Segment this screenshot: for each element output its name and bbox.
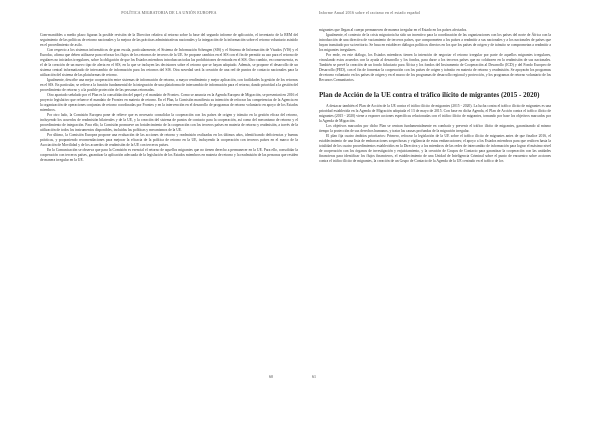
paragraph: Otro apartado señalado por el Plan es la consolidación del papel y el mandato de Frontex. Como se anuncia en la Agenda Europea de Migración, se presentará en 2016 el proyecto legislativo que refuerce el mandato de Frontex en materia de retorno. En el Plan, la Comisión manifiesta su intención de reforzar las competencias de la Agencia en la organización de operaciones conjuntas de retorno coordinadas por Frontex y en la intervención en el desarrollo de programas de retorno voluntario en apoyo de los Estados miembros. bbox=[40, 93, 298, 112]
paragraph: En la Comunicación se observa que para la Comisión es esencial el retorno de aquellos migrantes que no tienen derecho a permanecer en la UE. Para ello, consolidar la cooperación con terceros países, garantizar la aplicación adecuada de la legislación de los Estados miembros en materia de retorno y la readmisión de las personas que residen de manera irregular en la UE. bbox=[40, 148, 298, 162]
right-page-body bbox=[319, 28, 551, 164]
page-number-right: 61 bbox=[312, 374, 316, 379]
running-head-right: Informe Anual 2016 sobre el racismo en el estado español bbox=[319, 10, 421, 15]
paragraph: Por ende, en este diálogo, los Estados miembros tienen la intención de negociar el retorno irregular por parte de aquellos migrantes irregulares, vinculando estos acuerdos con la ayuda al desarrollo y los fondos, para darse a los terceros países que no colaboren en la readmisión de sus nacionales. También se prevé la creación de un fondo fiduciario para África y los fondos del Instrumento de Cooperación al Desarrollo (ICD) y del Fondo Europeo de Desarrollo (FED), con el fin de fomentar la cooperación con los países de origen y tránsito en materia de retorno y readmisión. Se apoyarán los programas de retorno voluntario en los países de origen y en el marco de los programas de desarrollo regional y protección, y los programas de retorno voluntario de los Recursos Comunitarios. bbox=[319, 53, 551, 82]
paragraph: Com-mantibles a medio plazo figuran la posible revisión de la Directiva relativa al retorno sobre la base del segundo informe de aplicación, el inventario de la REM del seguimiento de las políticas de retorno nacionales y la mejora de las prácticas administrativas nacionales y la integración de la información sobre el retorno voluntario asistido en el procedimiento de asilo. bbox=[40, 33, 298, 47]
paragraph: A destacar también el Plan de Acción de la UE contra el tráfico ilícito de migrantes (2015 - 2020). La lucha contra el tráfico ilícito de migrantes es una prioridad establecida en la Agenda de Migración adoptada el 13 de mayo de 2015. Con base en dicha Agenda, el Plan de Acción contra el tráfico ilícito de migrantes (2015 - 2020) viene a exponer acciones específicas relacionadas con el tráfico ilícito de migrantes, tomando por base los objetivos marcados por la Agenda de Migración. bbox=[319, 104, 551, 123]
paragraph: migrantes que llegan al cuerpo permanecen de manera irregular en el Estado en los países afectados. bbox=[319, 28, 468, 32]
paragraph: Por otro lado, la Comisión Europea pone de relieve que es necesario consolidar la cooperación con los países de origen y tránsito en la gestión eficaz del retorno, incluyendo los acuerdos de readmisión bilaterales y de la UE, y la creación del sistema de puntos de contacto para la cooperación, así como del mecanismo de retorno y el procedimiento de integración. Para ello, la Comisión promueve un fortalecimiento de la cooperación con los terceros países en materia de retorno y readmisión, a través de la utilización de todos los instrumentos disponibles, incluidas las políticas y mecanismos de la UE. bbox=[40, 113, 298, 132]
left-page-body bbox=[40, 33, 298, 163]
paragraph: Igualmente, el contexto de la crisis migratoria ha sido un incentivo para la coordinación de las organizaciones con los países del norte de África con la introducción de una directiva de vaciamiento de terceros países, que comprometen a los países a readmitir a sus nacionales y a los nacionales de países que hayan transitado por su territorio. Se basa en establecer diálogos políticos directos en los que los países de origen y de tránsito se comprometan a readmitir a los migrantes irregulares. bbox=[319, 33, 551, 52]
left-page bbox=[40, 0, 298, 424]
right-page bbox=[307, 0, 561, 424]
running-head-left: POLÍTICA MIGRATORIA DE LA UNIÓN EUROPEA bbox=[121, 10, 217, 15]
section-title: Plan de Acción de la UE contra el tráfico ilícito de migrantes (2015 - 2020) bbox=[319, 91, 540, 99]
page-number-left: 60 bbox=[269, 374, 273, 379]
paragraph: Con respecto a los sistemas informáticos de gran escala, particularmente, el Sistema de Información Schengen (SIS) y el Sistema de Información de Visados (VIS) y el Eurodac, afirma que deben utilizarse para reforzar los flujos de los retornos de terceros de la UE. Se propone cambios en el SIS con el fin de permitir su uso para el retorno de regulares no iniciados irregulares, sobre la obligación de que los Estados miembros introduzcan todas las prohibiciones de entrada en el SIS. Otro cambio, en consecuencia, es el de la creación de un nuevo tipo de alerta en el SIS, en la que se incluyen las decisiones sobre el retorno que se hayan adoptado. Además, se propone el desarrollo de un sistema central informatizado de intercambio de información para los retornos del SIS. Otra novedad será la creación de una red de puntos de contacto nacionales para la utilización del sistema de las plataformas de retorno. bbox=[40, 48, 298, 77]
paragraph: Los objetivos marcados por dicho Plan se centran fundamentalmente en combatir y prevenir el tráfico ilícito de migrantes, garantizando al mismo tiempo la protección de sus derechos humanos, y tratar las causas profundas de la migración irregular. bbox=[319, 124, 551, 133]
paragraph: El plan fija cuatro ámbitos prioritarios: Primero, reforzar la legislación de la UE sobre el tráfico ilícito de migrantes antes de que finalice 2016, el establecimiento de una lista de embarcaciones sospechosas y vigilancia de estas embarcaciones; el apoyo a los Estados miembros para que realicen hasta la totalidad de los cuatro procedimientos establecidos en la Directiva y a los miembros de las redes de intercambio de información para lograr el máximo nivel de cooperación con los órganos de investigación y enjuiciamiento, y la creación de Grupos de Contacto para garantizar la cooperación con las unidades financieras para identificar los flujos financieros, el establecimiento de una Unidad de Inteligencia Criminal sobre el punto de encuentro sobre acciones contra el tráfico ilícito de migrantes, la creación de un Grupo de Contacto de la Agenda de la UE centrado en el tráfico de los bbox=[319, 134, 551, 163]
paragraph: Igualmente, describe una mejor cooperación entre sistemas de información de retorno, a mayor rendimiento y mejor aplicación, con facilidades la gestión de los retornos en el SIS. En particular, se refiere a la función fundamental de la integración de una plataforma de intercambio de información para el retorno, dando prioridad a la gestión del procedimiento de retorno y a la posible protección de las personas retornadas. bbox=[40, 78, 298, 92]
paragraph: Por último, la Comisión Europea propone una evaluación de las acciones de retorno y readmisión realizadas en los últimos años, identificando deficiencias y buenas prácticas, y proponiendo recomendaciones para mejorar la eficacia de la política de retorno en la UE, incluyendo la cooperación con terceros países en el marco de la Asociación de Movilidad y de los acuerdos de readmisión de la UE con terceros países. bbox=[40, 133, 298, 147]
